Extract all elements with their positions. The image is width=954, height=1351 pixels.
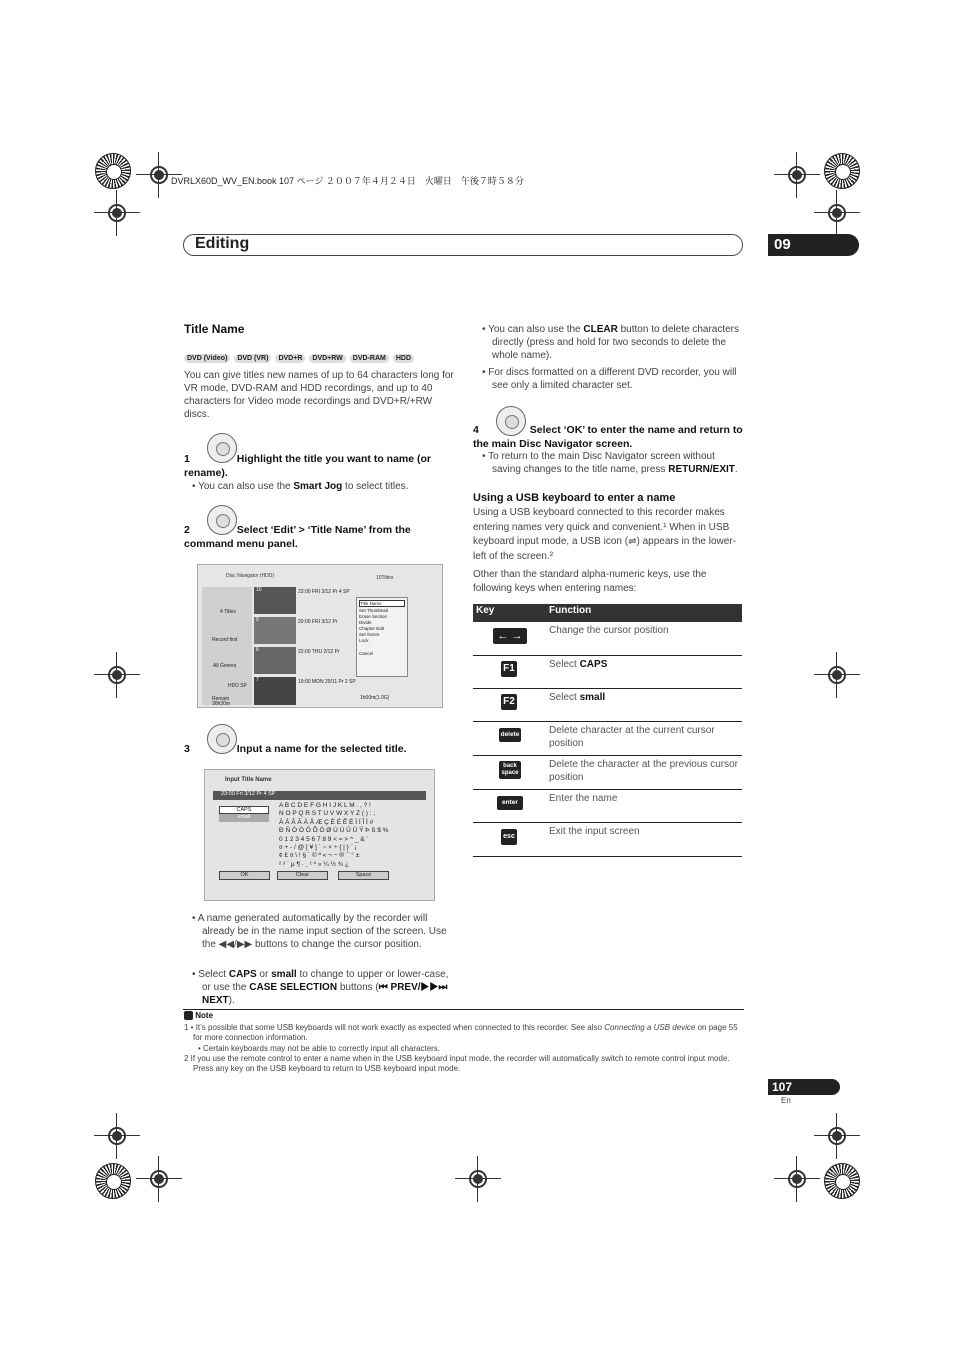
- crosshair-mark: [784, 1166, 810, 1192]
- row-number-4: 7: [256, 677, 259, 683]
- step-3-number: 3: [184, 743, 190, 755]
- row-number-1: 10: [256, 587, 262, 593]
- table-row: [473, 656, 742, 689]
- char-row[interactable]: ¢ £ ¤ \ ! § ´ © ª « ¬ − ® ¯ ° ±: [279, 852, 360, 860]
- ok-button[interactable]: OK: [219, 871, 270, 880]
- char-row[interactable]: A B C D E F G H I J K L M . , ? !: [279, 802, 371, 809]
- row-number-3: 8: [256, 647, 259, 653]
- badge-dvd-ram: DVD-RAM: [350, 354, 389, 363]
- step-2-number: 2: [184, 524, 190, 536]
- crosshair-mark: [146, 1166, 172, 1192]
- note-label: Note: [184, 1011, 213, 1020]
- sidebar-label-genres: All Genres: [213, 663, 237, 669]
- step-1-text: Highlight the title you want to name (or rename).: [184, 453, 432, 479]
- usb-keyboard-heading: Using a USB keyboard to enter a name: [473, 492, 676, 504]
- title-count: 10Titles: [376, 575, 394, 581]
- step-3-text: Input a name for the selected title.: [236, 743, 407, 755]
- step-4-bullet: • To return to the main Disc Navigator screen without saving changes to the title name, press RETURN/EXIT.: [482, 451, 738, 475]
- file-header: DVRLX60D_WV_EN.book 107 ページ ２００７年４月２４日 火曜日 午後７時５８分: [171, 176, 524, 186]
- input-title-name-screenshot: [204, 769, 435, 901]
- disc-navigator-screenshot: [197, 564, 443, 708]
- key-table-header: [473, 604, 742, 622]
- notes-divider: [183, 1009, 744, 1010]
- step-4: [473, 423, 745, 451]
- row-number-2: 9: [256, 617, 259, 623]
- function-text: Enter the name: [549, 793, 618, 804]
- badge-dvd-r: DVD+R: [275, 354, 305, 363]
- table-row: [473, 756, 742, 790]
- registration-target-bottom-left: [95, 1163, 131, 1199]
- step-1: [184, 452, 454, 480]
- footnote-1: 1 • It’s possible that some USB keyboards will not work exactly as expected when connected to this recorder. See also Connecting a USB device on page 55 for more connection information.: [184, 1023, 738, 1042]
- section-title: Editing: [195, 235, 250, 252]
- key-column-header: Key: [476, 605, 495, 616]
- badge-dvd-vr: DVD (VR): [234, 354, 271, 363]
- table-row: [473, 823, 742, 857]
- step-3-bullet-b: • Select CAPS or small to change to upper or lower-case, or use the CASE SELECTION buttons (⏮ PREV/▶▶⏭ NEXT).: [192, 969, 449, 1006]
- disk-label: HDD SP: [228, 683, 247, 689]
- clear-button[interactable]: Clear: [277, 871, 328, 880]
- menu-item[interactable]: Title Name: [359, 600, 405, 607]
- thumb-3: [254, 647, 296, 674]
- crosshair-mark: [824, 1123, 850, 1149]
- menu-item[interactable]: Chapter Edit: [359, 626, 385, 631]
- char-row[interactable]: ² ³ ´ µ ¶ · ¸ ¹ º » ¼ ½ ¾ ¿: [279, 860, 349, 868]
- disc-navigator-title: Disc Navigator (HDD): [226, 573, 275, 579]
- footnote-1b: • Certain keyboards may not be able to correctly input all characters.: [198, 1044, 441, 1053]
- row-text-2: 20:00 FRI 3/12 Pr: [298, 619, 338, 625]
- crosshair-mark: [824, 662, 850, 688]
- registration-target-top-left: [95, 153, 131, 189]
- table-row: [473, 790, 742, 823]
- footnote-2: 2 If you use the remote control to enter a name when in the USB keyboard input mode, the recorder will automatically switch to remote control input mode. Press any key on the USB keyboard to return to USB keyboard input mode.: [184, 1054, 730, 1073]
- table-row: [473, 622, 742, 656]
- duration-label: 1h00m(1.0G): [360, 695, 390, 701]
- note-icon: [184, 1011, 193, 1020]
- registration-target-bottom-right: [824, 1163, 860, 1199]
- menu-item[interactable]: Erase Section: [359, 614, 388, 619]
- sidebar: [202, 587, 252, 705]
- f2-key-icon: F2: [501, 694, 517, 710]
- step-1-number: 1: [184, 453, 190, 465]
- crosshair-mark: [465, 1166, 491, 1192]
- enter-key-icon: enter: [497, 796, 523, 810]
- char-row[interactable]: N O P Q R S T U V W X Y Z ( ) : ;: [279, 810, 376, 818]
- chapter-number: 09: [768, 234, 859, 256]
- format-badges: [184, 347, 418, 365]
- menu-item[interactable]: Set Genre: [359, 632, 380, 637]
- row-text-3: 22:00 THU 2/12 Pr: [298, 649, 340, 655]
- table-row: [473, 722, 742, 756]
- esc-key-icon: esc: [501, 829, 517, 845]
- step-4-number: 4: [473, 424, 479, 436]
- thumb-2: [254, 617, 296, 644]
- menu-item[interactable]: Cancel: [359, 651, 374, 656]
- function-column-header: Function: [549, 605, 592, 616]
- disc-format-bullet: • For discs formatted on a different DVD recorder, you will see only a limited character set.: [482, 367, 737, 391]
- char-row[interactable]: 0 1 2 3 4 5 6 7 8 9 < = > ^ _ & ': [279, 835, 368, 843]
- character-grid[interactable]: [279, 802, 429, 869]
- crosshair-mark: [104, 662, 130, 688]
- row-text-1: 23:00 FRI 3/12 Pr 4 SP: [298, 589, 350, 595]
- menu-item[interactable]: Divide: [359, 620, 372, 625]
- language-label: En: [781, 1096, 791, 1105]
- badge-dvd-video: DVD (Video): [184, 354, 230, 363]
- delete-key-icon: delete: [499, 728, 521, 742]
- space-button[interactable]: Space: [338, 871, 389, 880]
- crosshair-mark: [784, 162, 810, 188]
- char-row[interactable]: Ð Ñ Ò Ó Ô Õ Ö Ø Ù Ú Û Ü Ý Þ ß $ %: [279, 827, 389, 835]
- title-name-heading: Title Name: [184, 322, 245, 336]
- page-number: 107: [768, 1079, 840, 1095]
- crosshair-mark: [104, 1123, 130, 1149]
- char-row[interactable]: À Á Â Ã Ä Å Æ Ç È É Ê Ë Ì Í Î Ï #: [279, 818, 374, 826]
- remain-label: Remain 30h30m: [212, 696, 231, 707]
- step-2-text: Select ‘Edit’ > ‘Title Name’ from the command menu panel.: [184, 524, 411, 550]
- name-input-field[interactable]: 23:00 Fri 3/12 Pr 4 SP: [213, 791, 426, 800]
- function-text: Exit the input screen: [549, 826, 640, 837]
- row-text-4: 19:00 MON 29/11 Pr 2 SP: [298, 679, 356, 685]
- usb-paragraph-1: Using a USB keyboard connected to this recorder makes entering names very quick and convenient.¹ When in USB keyboard input mode, a USB icon (⇌) appears in the lower-left of the screen.²: [473, 507, 736, 562]
- small-option[interactable]: small: [219, 814, 269, 822]
- command-menu: [356, 597, 408, 677]
- backspace-key-icon: back space: [499, 761, 521, 779]
- function-text: Delete character at the current cursor position: [549, 725, 715, 749]
- table-row: [473, 689, 742, 722]
- thumb-4: [254, 677, 296, 705]
- char-row[interactable]: ¤ + - / @ [ ¥ ] ` ~ × ÷ { | } ¨ ¡: [279, 844, 357, 852]
- sidebar-label-record: Record first: [212, 637, 238, 643]
- caps-option[interactable]: CAPS: [219, 806, 269, 814]
- sidebar-label-titles: 4 Titles: [220, 609, 236, 615]
- f1-key-icon: F1: [501, 661, 517, 677]
- crosshair-mark: [824, 200, 850, 226]
- function-text: Delete the character at the previous cursor position: [549, 759, 738, 783]
- arrow-keys-icon: ← →: [493, 628, 527, 644]
- step-3-bullet-a: • A name generated automatically by the recorder will already be in the name input section of the screen. Use the ◀◀/▶▶ buttons to change the cursor position.: [192, 913, 447, 950]
- step-1-bullet: • You can also use the Smart Jog to select titles.: [192, 481, 409, 492]
- function-text: Select CAPS: [549, 659, 608, 670]
- step-3: [184, 742, 454, 756]
- input-screen-title: Input Title Name: [225, 777, 272, 783]
- registration-target-top-right: [824, 153, 860, 189]
- clear-bullet: • You can also use the CLEAR button to delete characters directly (press and hold for two seconds to delete the whole name).: [482, 324, 740, 361]
- section-header-bar: [183, 234, 743, 256]
- usb-paragraph-2: Other than the standard alpha-numeric keys, use the following keys when entering names:: [473, 569, 707, 594]
- badge-hdd: HDD: [393, 354, 414, 363]
- badge-dvd-rw: DVD+RW: [309, 354, 345, 363]
- menu-item[interactable]: Lock: [359, 638, 369, 643]
- step-2: [184, 523, 454, 551]
- menu-item[interactable]: Set Thumbnail: [359, 608, 388, 613]
- function-text: Select small: [549, 692, 606, 703]
- crosshair-mark: [104, 200, 130, 226]
- intro-paragraph: You can give titles new names of up to 64 characters long for VR mode, DVD-RAM and HDD recordings, and up to 40 characters for Video mode recordings and DVD+R/+RW discs.: [184, 370, 454, 420]
- step-4-text: Select ‘OK’ to enter the name and return to the main Disc Navigator screen.: [473, 424, 743, 450]
- function-text: Change the cursor position: [549, 625, 669, 636]
- crosshair-mark: [146, 162, 172, 188]
